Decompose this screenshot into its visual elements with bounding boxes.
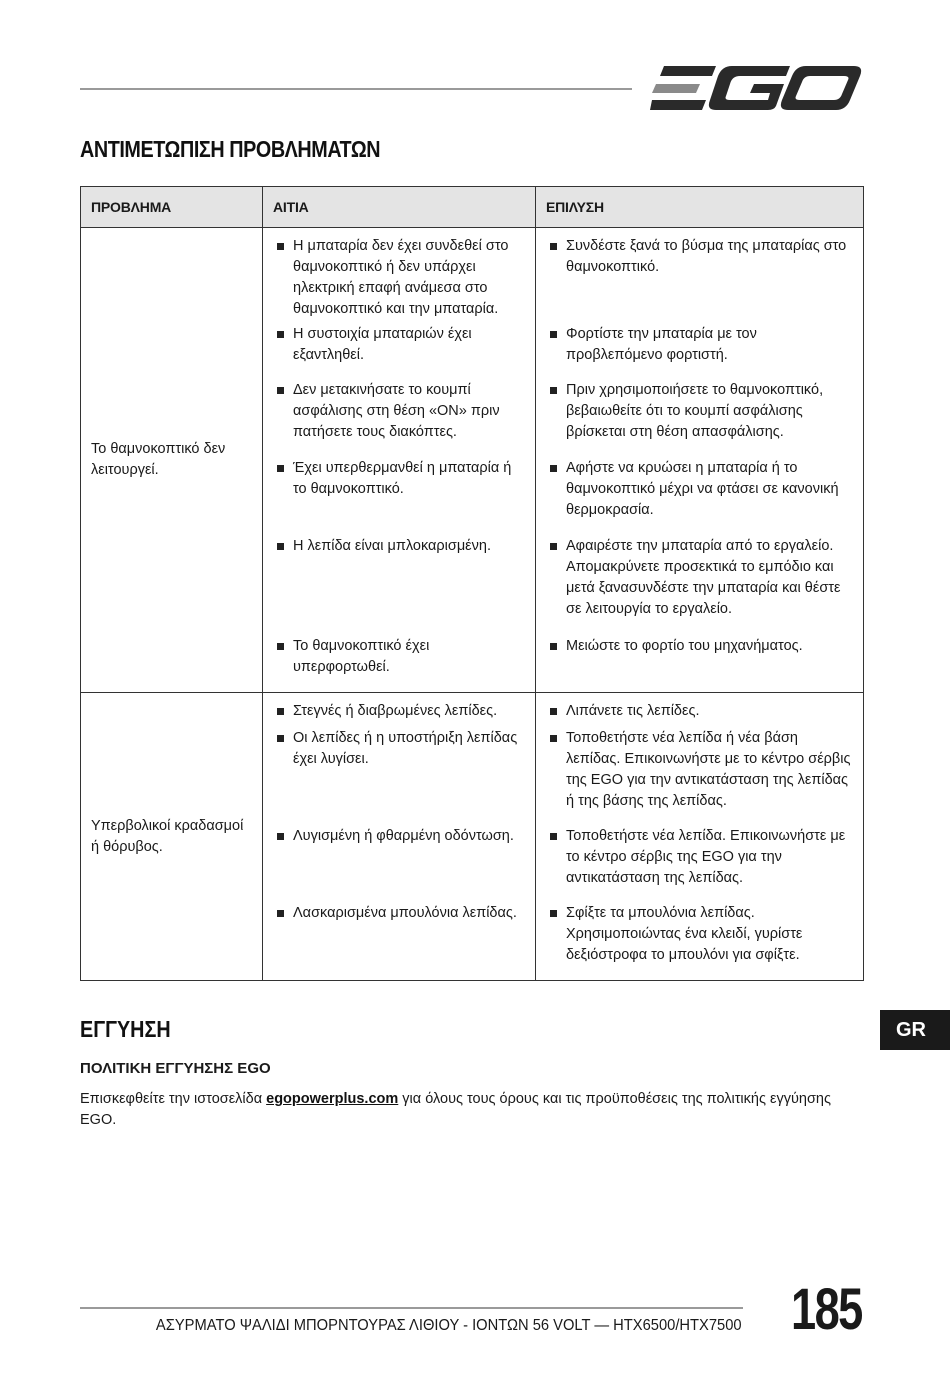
solution-item	[536, 636, 863, 692]
column-header-cause: ΑΙΤΙΑ	[263, 187, 536, 228]
column-header-problem: ΠΡΟΒΛΗΜΑ	[81, 187, 263, 228]
cause-text: Στεγνές ή διαβρωμένες λεπίδες.	[293, 703, 498, 719]
solution-item	[536, 728, 863, 826]
table-header-row	[81, 187, 864, 228]
solution-item	[536, 826, 863, 903]
cause-text: Έχει υπερθερμανθεί η μπαταρία ή το θαμνοκοπτικό.	[293, 460, 512, 497]
bullet-square-icon	[550, 331, 557, 338]
bullet-square-icon	[277, 543, 284, 550]
bullet-square-icon	[550, 243, 557, 250]
solution-text: Συνδέστε ξανά το βύσμα της μπαταρίας στο θαμνοκοπτικό.	[566, 238, 847, 275]
bullet-square-icon	[277, 735, 284, 742]
column-header-solution: ΕΠΙΛΥΣΗ	[536, 187, 864, 228]
troubleshooting-table	[80, 186, 864, 981]
solution-item	[536, 228, 863, 324]
solution-item	[536, 458, 863, 536]
cause-item	[263, 693, 535, 728]
solution-item	[536, 903, 863, 980]
ego-logo	[650, 62, 862, 114]
bullet-square-icon	[277, 387, 284, 394]
bullet-square-icon	[277, 643, 284, 650]
cause-item	[263, 458, 535, 536]
bullet-square-icon	[550, 910, 557, 917]
bullet-square-icon	[277, 243, 284, 250]
bullet-square-icon	[550, 543, 557, 550]
solution-text: Τοποθετήστε νέα λεπίδα. Επικοινωνήστε με το κέντρο σέρβις της EGO για την αντικατάσταση της λεπίδας.	[566, 828, 846, 886]
solution-cell	[536, 228, 864, 693]
solution-text: Αφήστε να κρυώσει η μπαταρία ή το θαμνοκοπτικό μέχρι να φτάσει σε κανονική θερμοκρασία.	[566, 460, 839, 518]
solution-item	[536, 693, 863, 728]
warranty-link[interactable]: egopowerplus.com	[266, 1091, 399, 1107]
bullet-square-icon	[550, 387, 557, 394]
cause-item	[263, 636, 535, 692]
cause-text: Λασκαρισμένα μπουλόνια λεπίδας.	[293, 905, 517, 921]
cause-text: Η λεπίδα είναι μπλοκαρισμένη.	[293, 538, 491, 554]
cause-cell	[263, 693, 536, 981]
bullet-square-icon	[277, 910, 284, 917]
solution-item	[536, 380, 863, 458]
cause-text: Οι λεπίδες ή η υποστήριξη λεπίδας έχει λυγίσει.	[293, 730, 518, 767]
bullet-square-icon	[550, 833, 557, 840]
header-rule	[80, 88, 632, 90]
solution-text: Αφαιρέστε την μπαταρία από το εργαλείο. Απομακρύνετε προσεκτικά το εμπόδιο και μετά ξανασυνδέστε την μπαταρία και θέστε σε λειτουργία το εργαλείο.	[566, 538, 841, 617]
page-number: 185	[791, 1277, 862, 1342]
cause-item	[263, 324, 535, 380]
solution-cell	[536, 693, 864, 981]
solution-text: Φορτίστε την μπαταρία με τον προβλεπόμενο φορτιστή.	[566, 326, 757, 363]
cause-item	[263, 536, 535, 636]
cause-item	[263, 380, 535, 458]
policy-text-before: Επισκεφθείτε την ιστοσελίδα	[80, 1091, 267, 1107]
bullet-square-icon	[277, 833, 284, 840]
bullet-square-icon	[550, 708, 557, 715]
table-row	[81, 693, 864, 981]
cause-text: Η συστοιχία μπαταριών έχει εξαντληθεί.	[293, 326, 472, 363]
language-tab: GR	[880, 1010, 950, 1050]
footer-product-title: ΑΣΥΡΜΑΤΟ ΨΑΛΙΔΙ ΜΠΟΡΝΤΟΥΡΑΣ ΛΙΘΙΟΥ - ΙΟΝΤΩΝ 56 VOLT — HTX6500/HTX7500	[156, 1317, 742, 1334]
cause-item	[263, 728, 535, 826]
solution-text: Σφίξτε τα μπουλόνια λεπίδας. Χρησιμοποιώντας ένα κλειδί, γυρίστε δεξιόστροφα το μπουλόνι για σφίξτε.	[566, 905, 803, 963]
solution-item	[536, 324, 863, 380]
bullet-square-icon	[277, 331, 284, 338]
problem-cell: Υπερβολικοί κραδασμοί ή θόρυβος.	[81, 693, 263, 981]
warranty-policy-text	[80, 1089, 860, 1131]
bullet-square-icon	[277, 465, 284, 472]
cause-text: Η μπαταρία δεν έχει συνδεθεί στο θαμνοκοπτικό ή δεν υπάρχει ηλεκτρική επαφή ανάμεσα στο θαμνοκοπτικό και την μπαταρία.	[293, 238, 509, 317]
policy-text-after: για όλους τους όρους και τις προϋποθέσεις της πολιτικής εγγύησης EGO.	[80, 1091, 831, 1128]
solution-text: Μειώστε το φορτίο του μηχανήματος.	[566, 638, 803, 654]
bullet-square-icon	[550, 735, 557, 742]
solution-item	[536, 536, 863, 636]
solution-text: Πριν χρησιμοποιήσετε το θαμνοκοπτικό, βεβαιωθείτε ότι το κουμπί ασφάλισης βρίσκεται στη θέση απασφάλισης.	[566, 382, 824, 440]
footer-rule	[80, 1307, 743, 1309]
troubleshooting-title: ΑΝΤΙΜΕΤΩΠΙΣΗ ΠΡΟΒΛΗΜΑΤΩΝ	[80, 136, 381, 162]
cause-item	[263, 826, 535, 903]
solution-text: Λιπάνετε τις λεπίδες.	[566, 703, 700, 719]
cause-cell	[263, 228, 536, 693]
cause-text: Λυγισμένη ή φθαρμένη οδόντωση.	[293, 828, 514, 844]
warranty-policy-title: ΠΟΛΙΤΙΚΗ ΕΓΓΥΗΣΗΣ EGO	[80, 1060, 271, 1077]
problem-cell: Το θαμνοκοπτικό δεν λειτουργεί.	[81, 228, 263, 693]
cause-text: Δεν μετακινήσατε το κουμπί ασφάλισης στη θέση «ON» πριν πατήσετε τους διακόπτες.	[293, 382, 500, 440]
bullet-square-icon	[277, 708, 284, 715]
cause-text: Το θαμνοκοπτικό έχει υπερφορτωθεί.	[293, 638, 430, 675]
solution-text: Τοποθετήστε νέα λεπίδα ή νέα βάση λεπίδας. Επικοινωνήστε με το κέντρο σέρβις της EGO για την αντικατάσταση της λεπίδας ή της βάσης της λεπίδας.	[566, 730, 851, 809]
bullet-square-icon	[550, 465, 557, 472]
cause-item	[263, 228, 535, 324]
cause-item	[263, 903, 535, 980]
bullet-square-icon	[550, 643, 557, 650]
table-row	[81, 228, 864, 693]
warranty-title: ΕΓΓΥΗΣΗ	[80, 1016, 171, 1042]
